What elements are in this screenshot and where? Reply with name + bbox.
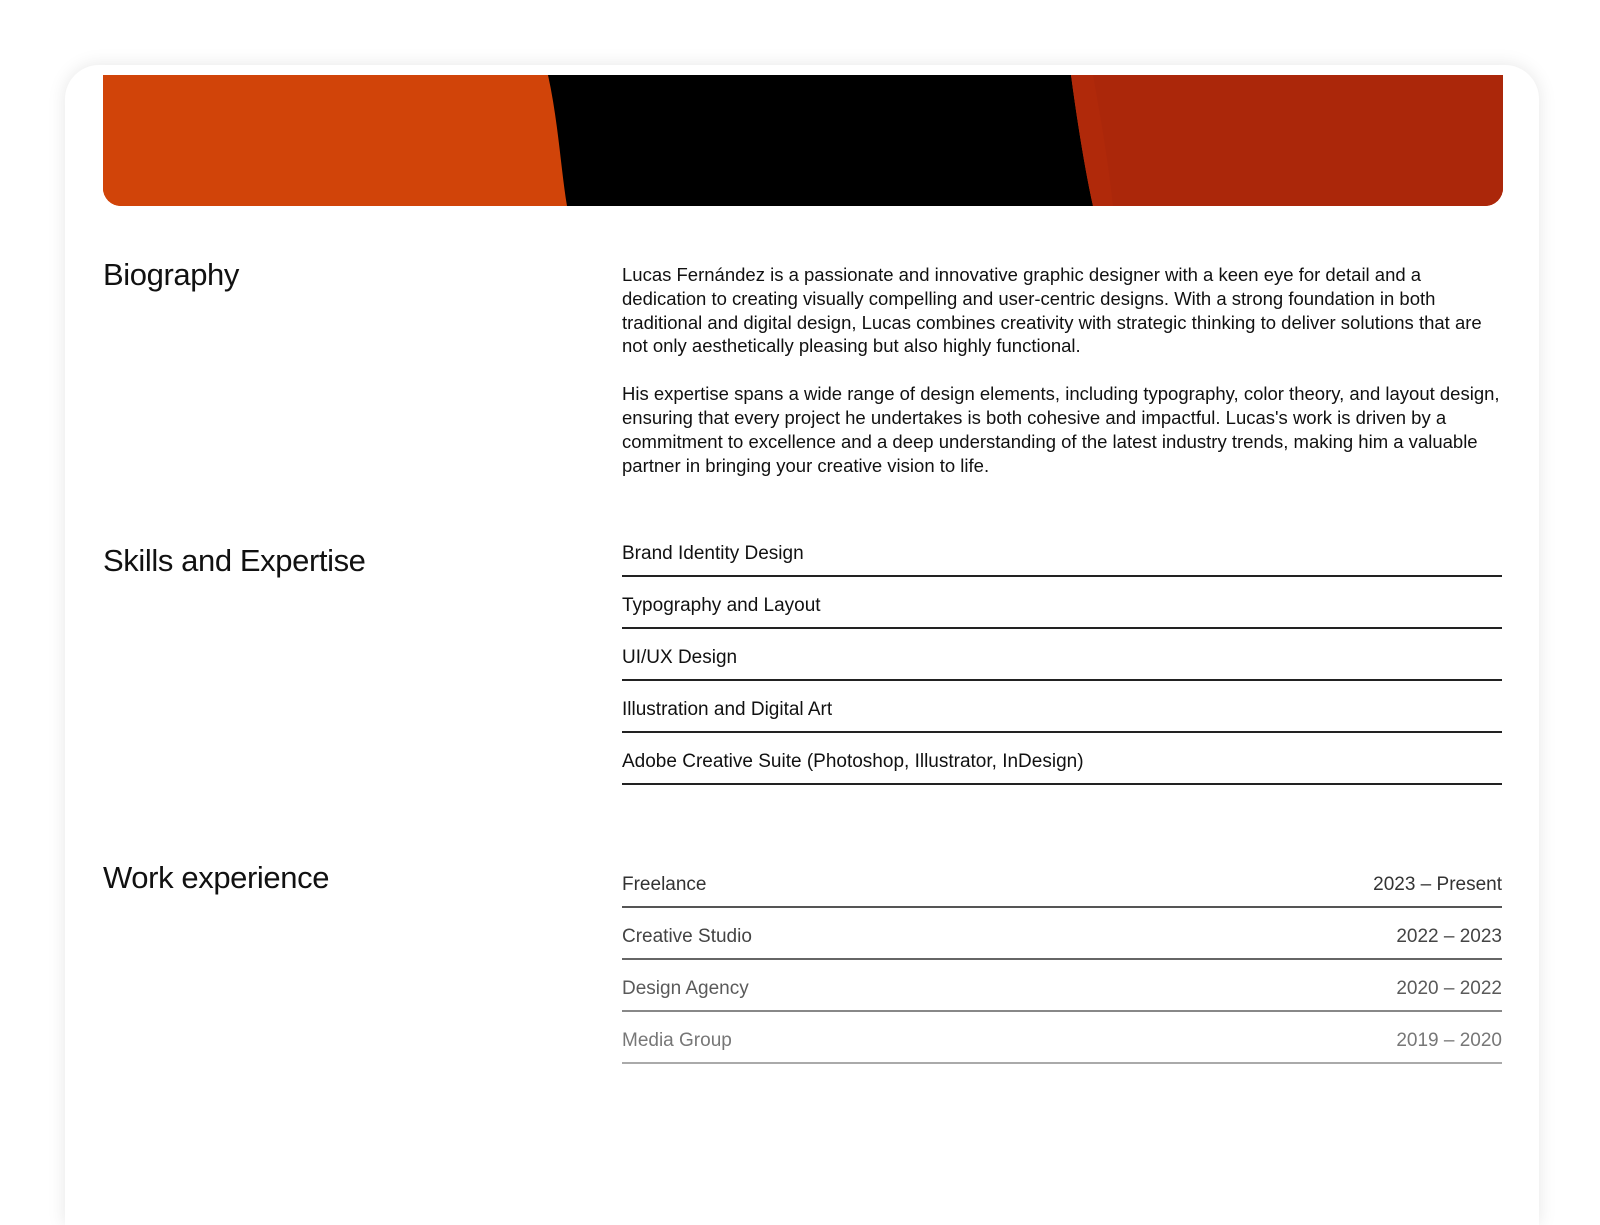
work-company: Design Agency [622, 978, 749, 999]
work-row [622, 960, 1502, 1012]
work-period: 2020 – 2022 [1396, 978, 1502, 999]
skill-item: UI/UX Design [622, 629, 1502, 681]
banner-image [103, 75, 1503, 206]
work-period: 2022 – 2023 [1396, 926, 1502, 947]
work-company: Creative Studio [622, 926, 752, 947]
skills-list [622, 532, 1502, 785]
work-company: Media Group [622, 1030, 732, 1051]
banner-left-shape [103, 75, 567, 206]
skill-item: Brand Identity Design [622, 532, 1502, 577]
work-row [622, 862, 1502, 908]
profile-card [65, 65, 1539, 1225]
skill-item: Adobe Creative Suite (Photoshop, Illustrator, InDesign) [622, 733, 1502, 785]
work-heading: Work experience [103, 860, 330, 895]
work-row [622, 908, 1502, 960]
banner-right-shade [1093, 75, 1503, 206]
work-company: Freelance [622, 874, 707, 895]
work-period: 2023 – Present [1373, 874, 1502, 895]
work-list [622, 862, 1502, 1064]
biography-heading: Biography [103, 257, 239, 292]
biography-paragraph-2: His expertise spans a wide range of design elements, including typography, color theory, and layout design, ensuring that every project he undertakes is both cohesive and impactful. Lucas's work is driven by a commitment to excellence and a deep understanding of the latest industry trends, making him a valuable partner in bringing your creative vision to life. [622, 383, 1500, 476]
banner-art [103, 75, 1503, 206]
skill-item: Illustration and Digital Art [622, 681, 1502, 733]
bottom-fade [65, 1135, 1539, 1225]
work-row [622, 1012, 1502, 1064]
banner-black-shape [548, 75, 1093, 206]
biography-paragraph-1: Lucas Fernández is a passionate and innovative graphic designer with a keen eye for detail and a dedication to creating visually compelling and user-centric designs. With a strong foundation in both traditional and digital design, Lucas combines creativity with strategic thinking to deliver solutions that are not only aesthetically pleasing but also highly functional. [622, 264, 1482, 357]
skill-item: Typography and Layout [622, 577, 1502, 629]
skills-heading: Skills and Expertise [103, 543, 366, 578]
biography-text [622, 263, 1502, 501]
work-period: 2019 – 2020 [1396, 1030, 1502, 1051]
